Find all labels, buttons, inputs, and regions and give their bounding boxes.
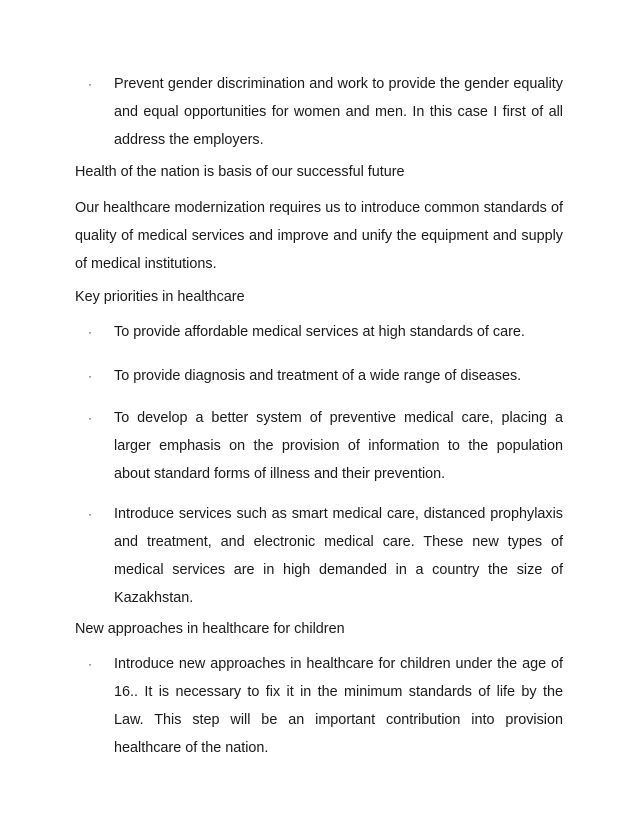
bullet-marker: · xyxy=(88,77,92,91)
list-item xyxy=(75,318,563,346)
list-item-text: Introduce new approaches in healthcare for children under the age of 16.. It is necessary to fix it in the minimum standards of life by the Law. This step will be an important contribution into provision healthcare of the nation. xyxy=(114,656,563,756)
heading-children: New approaches in healthcare for children xyxy=(75,621,345,637)
heading-priorities: Key priorities in healthcare xyxy=(75,289,245,305)
list-item xyxy=(75,362,563,390)
list-item xyxy=(75,500,563,612)
list-item-text: Introduce services such as smart medical care, distanced prophylaxis and treatment, and electronic medical care. These new types of medical services are in high demanded in a country the size of Kazakhstan. xyxy=(114,506,563,606)
bullet-marker: · xyxy=(88,657,92,671)
bullet-marker: · xyxy=(88,411,92,425)
paragraph-modernization: Our healthcare modernization requires us to introduce common standards of quality of medical services and improve and unify the equipment and supply of medical institutions. xyxy=(75,200,563,272)
list-item-text: To provide diagnosis and treatment of a wide range of diseases. xyxy=(114,368,522,384)
list-item xyxy=(75,70,563,154)
list-item-text: To develop a better system of preventive medical care, placing a larger emphasis on the provision of information to the population about standard forms of illness and their prevention. xyxy=(114,410,563,482)
list-item-text: To provide affordable medical services at high standards of care. xyxy=(114,324,525,340)
bullet-marker: · xyxy=(88,325,92,339)
bullet-marker: · xyxy=(88,507,92,521)
list-item xyxy=(75,650,563,762)
bullet-marker: · xyxy=(88,369,92,383)
heading-health: Health of the nation is basis of our successful future xyxy=(75,164,405,180)
list-item-text: Prevent gender discrimination and work to provide the gender equality and equal opportunities for women and men. In this case I first of all address the employers. xyxy=(114,76,563,148)
list-item xyxy=(75,404,563,488)
